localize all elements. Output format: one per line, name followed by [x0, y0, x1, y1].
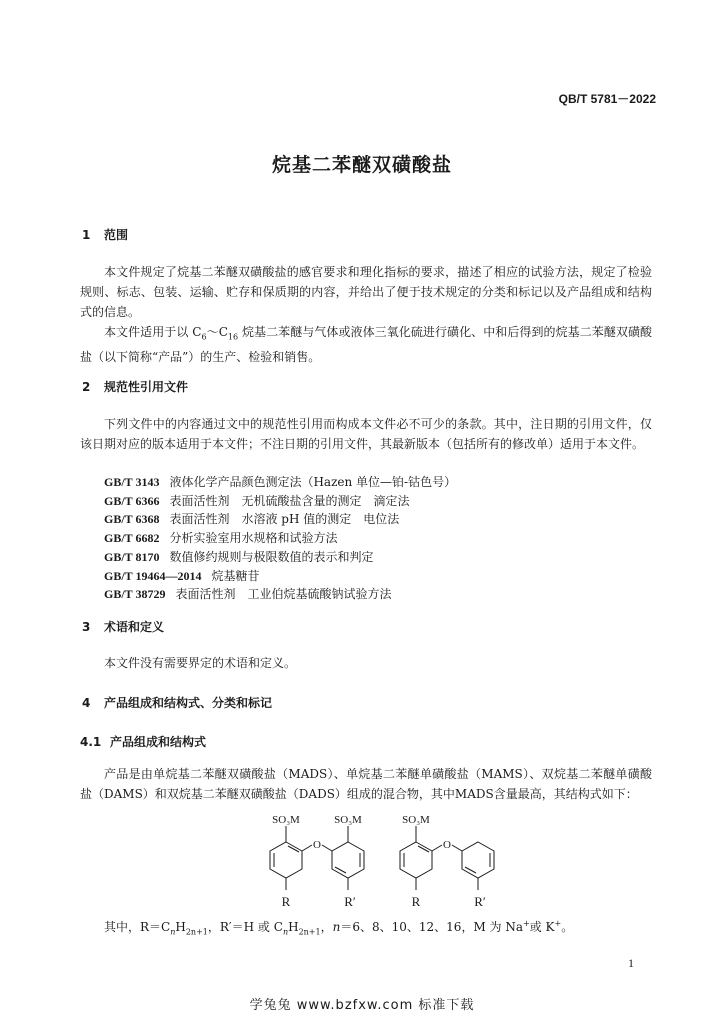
reference-item — [104, 510, 456, 529]
benzene-ring — [462, 842, 494, 878]
section-title: 范围 — [104, 228, 129, 242]
scope-subscript: 6 — [201, 332, 207, 342]
structural-formula — [258, 812, 498, 912]
scope-text-part: ～C — [206, 325, 228, 339]
oxygen-label: O — [313, 839, 321, 851]
reference-title: 表面活性剂 无机硫酸盐含量的测定 滴定法 — [169, 493, 410, 508]
so3m-label: SO₃M — [272, 814, 300, 826]
oxygen-label: O — [443, 839, 451, 851]
note-subscript: 2n+1 — [185, 927, 208, 937]
r-label: R — [281, 894, 291, 909]
formula-note — [104, 918, 573, 936]
so3m-label: SO₃M — [334, 814, 362, 826]
r-prime-label: R′ — [344, 894, 356, 909]
note-text: ， — [320, 920, 333, 934]
reference-item — [104, 567, 456, 586]
section-heading-scope — [82, 226, 128, 243]
document-title: 烷基二苯醚双磺酸盐 — [271, 154, 452, 176]
r-label: R — [411, 894, 421, 909]
so3m-label: SO₃M — [402, 814, 430, 826]
note-subscript: n — [170, 927, 176, 937]
note-text: 。 — [561, 920, 574, 934]
reference-title: 分析实验室用水规格和试验方法 — [169, 531, 338, 546]
note-subscript: n — [282, 927, 289, 937]
reference-title: 数值修约规则与极限数值的表示和判定 — [169, 549, 374, 564]
note-text: 或 K — [529, 920, 555, 934]
composition-paragraph: 产品是由单烷基二苯醚双磺酸盐（MADS）、单烷基二苯醚单磺酸盐（MAMS）、双烷基二苯醚单磺酸盐（DAMS）和双烷基二苯醚双磺酸盐（DADS）组成的混合物，其中MADS含量最高，其结构式如下： — [80, 767, 652, 801]
standard-number: QB/T 5781－2022 — [558, 92, 656, 106]
section-title: 产品组成和结构式、分类和标记 — [104, 696, 273, 710]
reference-item — [104, 473, 456, 492]
r-prime-label: R′ — [474, 894, 486, 909]
note-text: H — [175, 920, 186, 934]
reference-title: 液体化学产品颜色测定法（Hazen 单位—铂-钴色号） — [169, 475, 457, 489]
reference-title: 烷基糖苷 — [211, 568, 260, 583]
reference-list — [104, 473, 456, 604]
section-heading-terms — [82, 618, 164, 635]
note-variable: n — [332, 920, 341, 934]
footer-watermark-text[interactable]: 学兔兔 www.bzfxw.com 标准下载 — [249, 998, 475, 1013]
section-number: 1 — [82, 228, 91, 242]
note-text: ＝6、8、10、12、16，M 为 Na — [340, 920, 524, 934]
benzene-ring — [270, 842, 302, 878]
note-text: 其中，R＝C — [104, 920, 171, 934]
reference-code: GB/T 6682 — [104, 531, 160, 546]
references-intro: 下列文件中的内容通过文中的规范性引用而构成本文件必不可少的条款。其中，注日期的引用文件，仅该日期对应的版本适用于本文件；不注日期的引用文件，其最新版本（包括所有的修改单）适用于本文件。 — [80, 417, 652, 451]
scope-subscript: 16 — [227, 332, 239, 342]
scope-text-part: 本文件适用于以 C — [104, 325, 202, 339]
section-number: 3 — [82, 620, 91, 634]
reference-code: GB/T 3143 — [104, 475, 160, 489]
reference-item — [104, 585, 456, 604]
reference-title: 表面活性剂 水溶液 pH 值的测定 电位法 — [169, 512, 400, 527]
reference-code: GB/T 38729 — [104, 587, 166, 602]
note-text: H — [288, 920, 299, 934]
benzene-ring — [400, 842, 432, 878]
reference-code: GB/T 19464—2014 — [104, 568, 202, 583]
subsection-heading-composition — [80, 733, 206, 750]
reference-code: GB/T 8170 — [104, 549, 160, 564]
reference-title: 表面活性剂 工业伯烷基硫酸钠试验方法 — [175, 587, 392, 602]
note-superscript: + — [554, 919, 562, 928]
note-superscript: + — [523, 919, 530, 928]
reference-item — [104, 492, 456, 511]
terms-paragraph: 本文件没有需要界定的术语和定义。 — [104, 656, 297, 670]
scope-paragraph-1: 本文件规定了烷基二苯醚双磺酸盐的感官要求和理化指标的要求，描述了相应的试验方法，规定了检验规则、标志、包装、运输、贮存和保质期的内容，并给出了便于技术规定的分类和标记以及产品组成和结构式的信息。 — [80, 265, 652, 319]
subsection-number: 4.1 — [80, 735, 102, 749]
scope-text-part: 烷基二苯醚与气体或液体三氧化硫进行磺化、中和后得到的烷基二苯醚双磺酸盐（以下简称“产品”）的生产、检验和销售。 — [80, 325, 653, 365]
section-heading-composition — [82, 694, 272, 711]
section-title: 术语和定义 — [104, 620, 165, 634]
scope-paragraph-2 — [80, 322, 652, 367]
benzene-ring — [332, 842, 364, 878]
section-number: 4 — [82, 696, 91, 710]
reference-code: GB/T 6368 — [104, 512, 160, 527]
reference-code: GB/T 6366 — [104, 493, 160, 508]
subsection-title: 产品组成和结构式 — [110, 735, 207, 749]
note-text: ，R′＝H 或 C — [207, 920, 283, 934]
reference-item — [104, 529, 456, 548]
section-heading-references — [82, 378, 188, 395]
reference-item — [104, 548, 456, 567]
section-title: 规范性引用文件 — [104, 380, 189, 394]
section-number: 2 — [82, 380, 91, 394]
page-number: 1 — [628, 956, 634, 970]
note-subscript: 2n+1 — [298, 927, 321, 937]
